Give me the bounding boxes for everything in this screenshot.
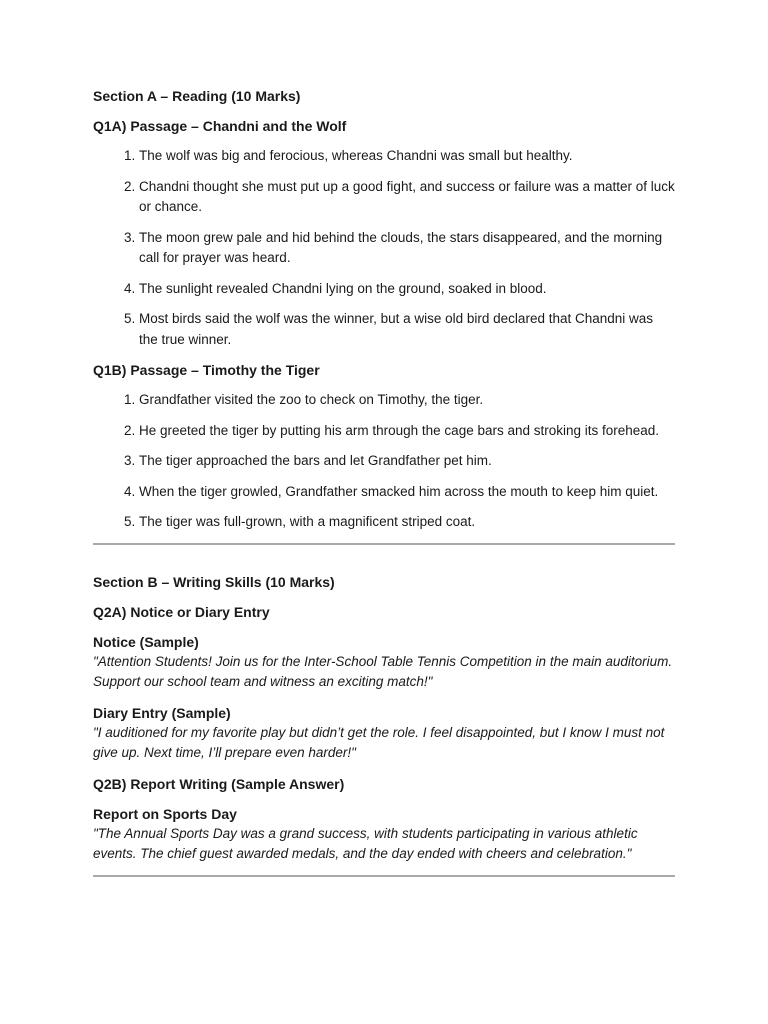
q2a-heading: Q2A) Notice or Diary Entry <box>93 603 270 620</box>
list-item: 5. The tiger was full-grown, with a magnificent striped coat. <box>139 512 675 533</box>
list-item: 2. He greeted the tiger by putting his arm through the cage bars and stroking its forehead. <box>139 421 675 442</box>
report-text: "The Annual Sports Day was a grand success, with students participating in various athletic events. The chief guest awarded medals, and the day ended with cheers and celebration." <box>93 825 638 861</box>
list-item: 3. The moon grew pale and hid behind the clouds, the stars disappeared, and the morning call for prayer was heard. <box>139 228 675 269</box>
list-item: 4. The sunlight revealed Chandni lying on the ground, soaked in blood. <box>139 279 675 300</box>
q1b-list <box>93 390 675 533</box>
document-page <box>93 86 675 904</box>
section-a-heading: Section A – Reading (10 Marks) <box>93 88 301 104</box>
diary-title: Diary Entry (Sample) <box>93 704 231 721</box>
q1b-heading: Q1B) Passage – Timothy the Tiger <box>93 362 320 378</box>
notice-title: Notice (Sample) <box>93 633 199 650</box>
notice-text: "Attention Students! Join us for the Inter-School Table Tennis Competition in the main auditorium. Support our school team and witness an exciting match!" <box>93 653 673 689</box>
report-title: Report on Sports Day <box>93 805 237 822</box>
section-b-heading: Section B – Writing Skills (10 Marks) <box>93 573 335 590</box>
list-item: 4. When the tiger growled, Grandfather smacked him across the mouth to keep him quiet. <box>139 482 675 503</box>
q1a-list <box>93 146 675 350</box>
list-item: 1. The wolf was big and ferocious, whereas Chandni was small but healthy. <box>139 146 675 167</box>
diary-text: "I auditioned for my favorite play but didn’t get the role. I feel disappointed, but I know I must not give up. Next time, I’ll prepare even harder!" <box>93 724 665 760</box>
list-item: 3. The tiger approached the bars and let Grandfather pet him. <box>139 451 675 472</box>
q2b-heading: Q2B) Report Writing (Sample Answer) <box>93 775 345 792</box>
q1a-heading: Q1A) Passage – Chandni and the Wolf <box>93 118 347 134</box>
list-item: 2. Chandni thought she must put up a good fight, and success or failure was a matter of luck or chance. <box>139 177 675 218</box>
list-item: 1. Grandfather visited the zoo to check on Timothy, the tiger. <box>139 390 675 411</box>
bottom-divider <box>93 875 675 877</box>
section-divider <box>93 543 675 545</box>
list-item: 5. Most birds said the wolf was the winner, but a wise old bird declared that Chandni was the true winner. <box>139 309 675 350</box>
